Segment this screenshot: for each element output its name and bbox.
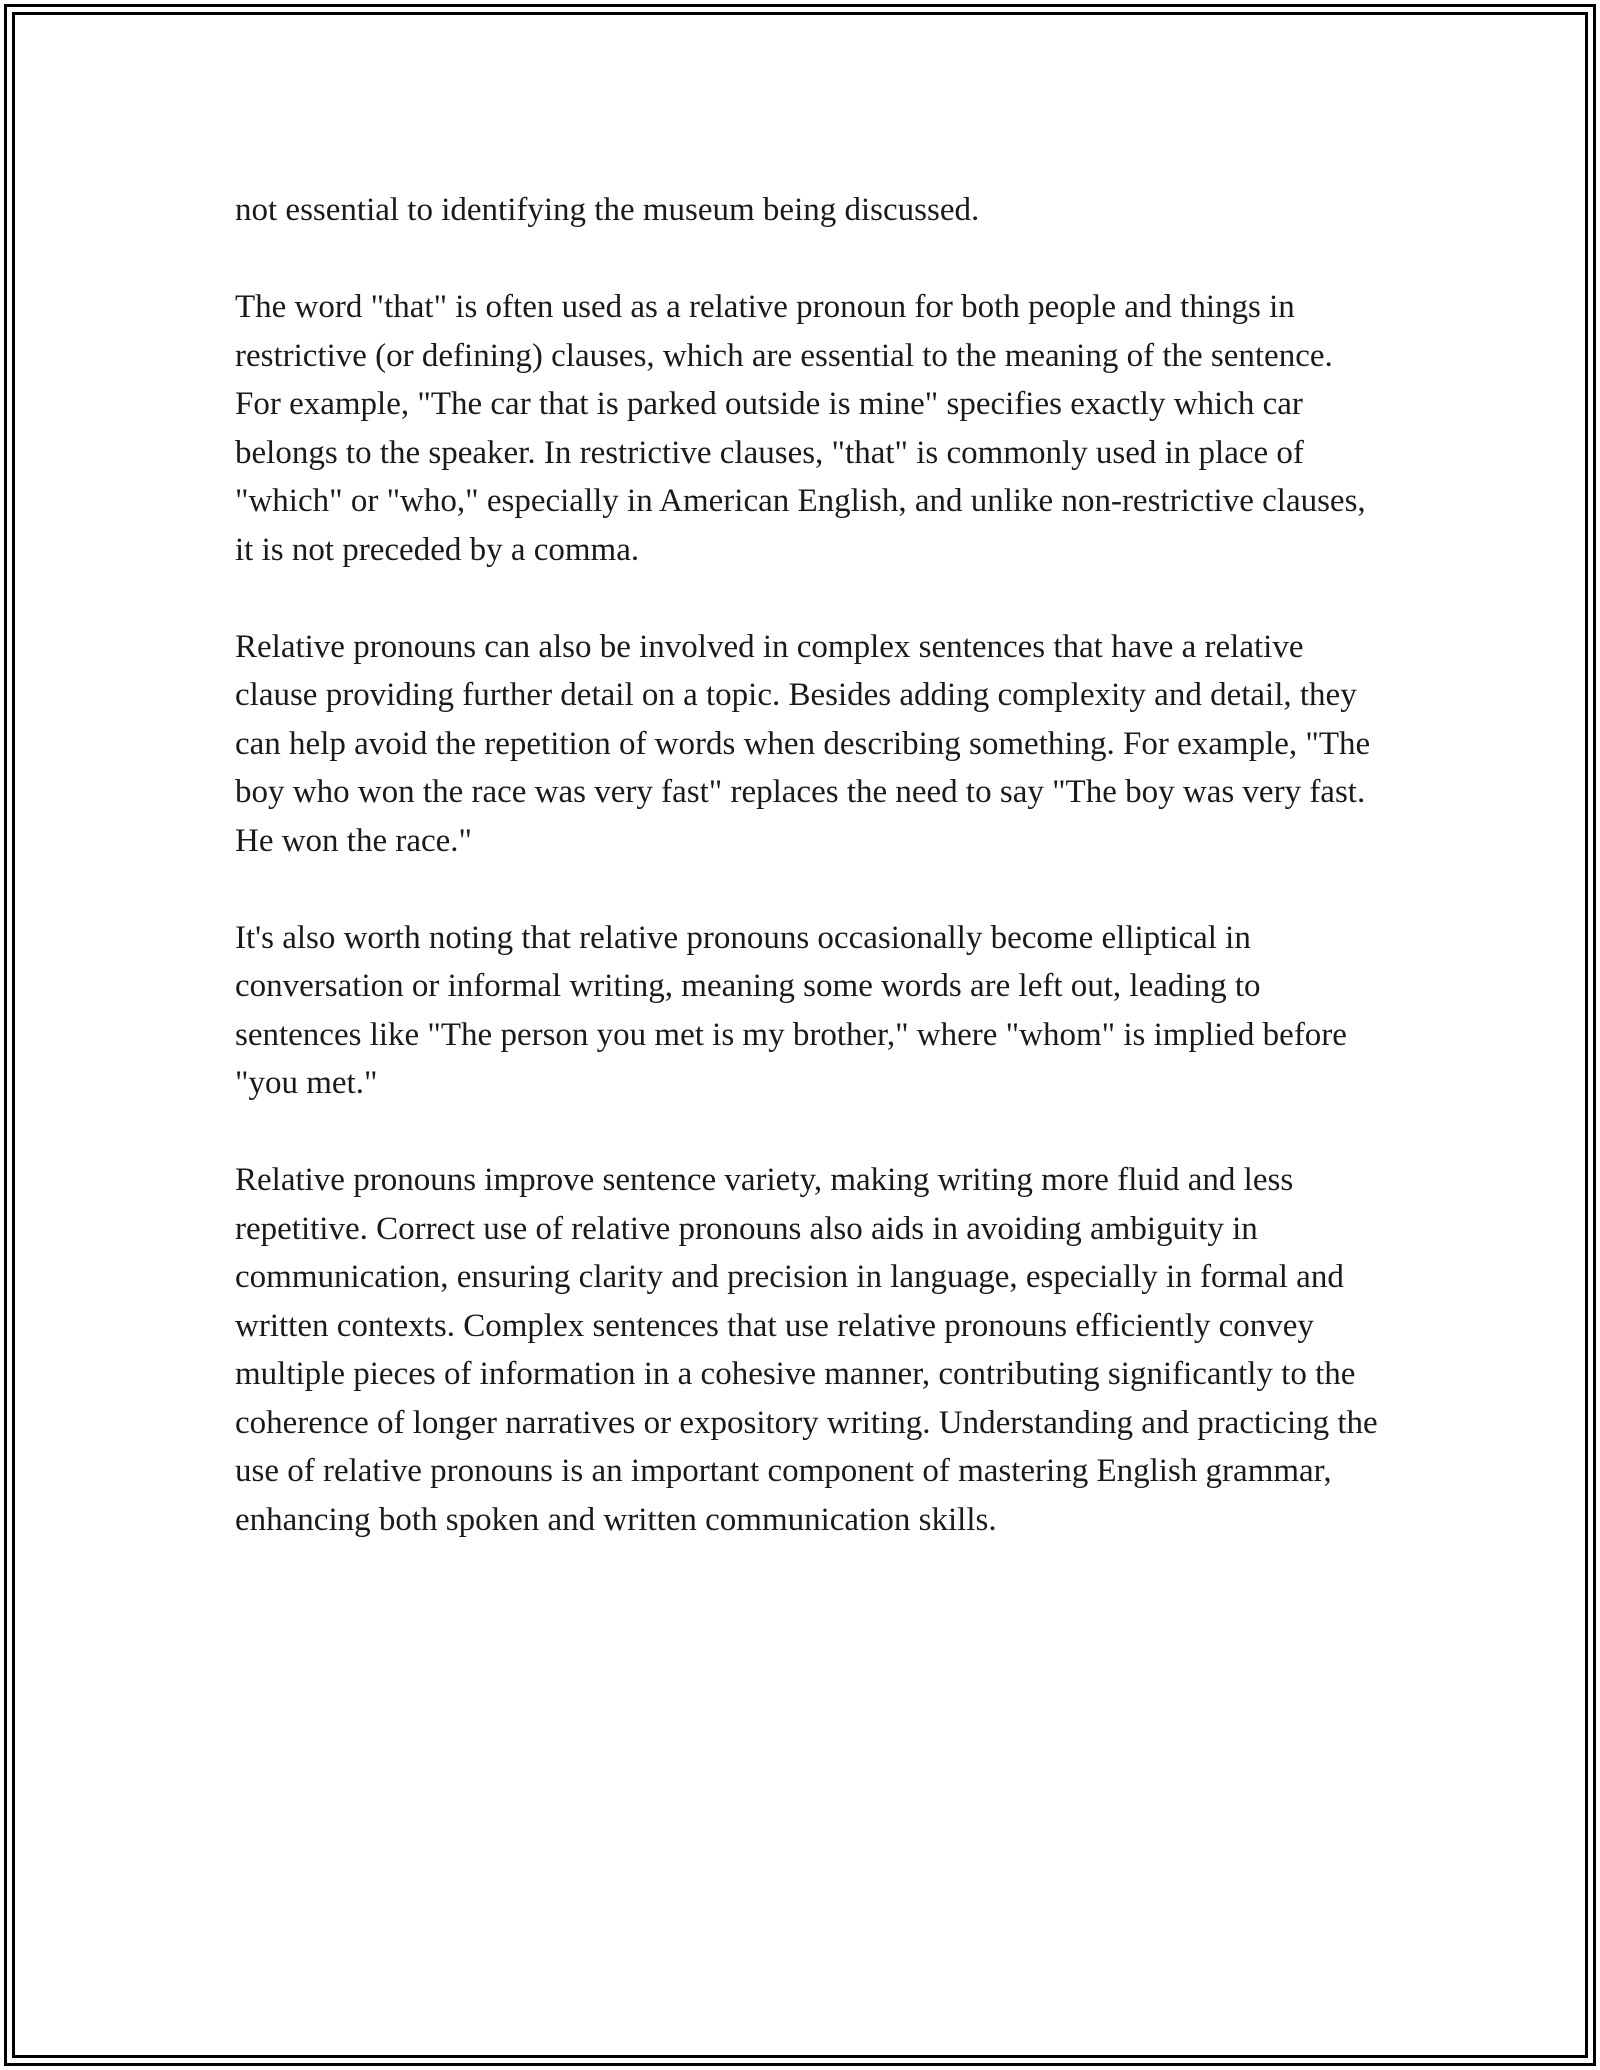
document-body xyxy=(235,186,1385,1593)
paragraph: not essential to identifying the museum being discussed. xyxy=(235,192,980,228)
paragraph: It's also worth noting that relative pronouns occasionally become elliptical in conversation or informal writing, meaning some words are left out, leading to sentences like "The person you met is my brother," where "whom" is implied before "you met." xyxy=(235,919,1347,1101)
paragraph: Relative pronouns can also be involved in complex sentences that have a relative clause providing further detail on a topic. Besides adding complexity and detail, they can help avoid the repetition of words when describing something. For example, "The boy who won the race was very fast" replaces the need to say "The boy was very fast. He won the race." xyxy=(235,628,1371,859)
paragraph: The word "that" is often used as a relative pronoun for both people and things in restrictive (or defining) clauses, which are essential to the meaning of the sentence. For example, "The car that is parked outside is mine" specifies exactly which car belongs to the speaker. In restrictive clauses, "that" is commonly used in place of "which" or "who," especially in American English, and unlike non-restrictive clauses, it is not preceded by a comma. xyxy=(235,289,1366,568)
paragraph: Relative pronouns improve sentence variety, making writing more fluid and less repetitive. Correct use of relative pronouns also aids in avoiding ambiguity in communication, ensuring clarity and precision in language, especially in formal and written contexts. Complex sentences that use relative pronouns efficiently convey multiple pieces of information in a cohesive manner, contributing significantly to the coherence of longer narratives or expository writing. Understanding and practicing the use of relative pronouns is an important component of mastering English grammar, enhancing both spoken and written communication skills. xyxy=(235,1162,1378,1538)
